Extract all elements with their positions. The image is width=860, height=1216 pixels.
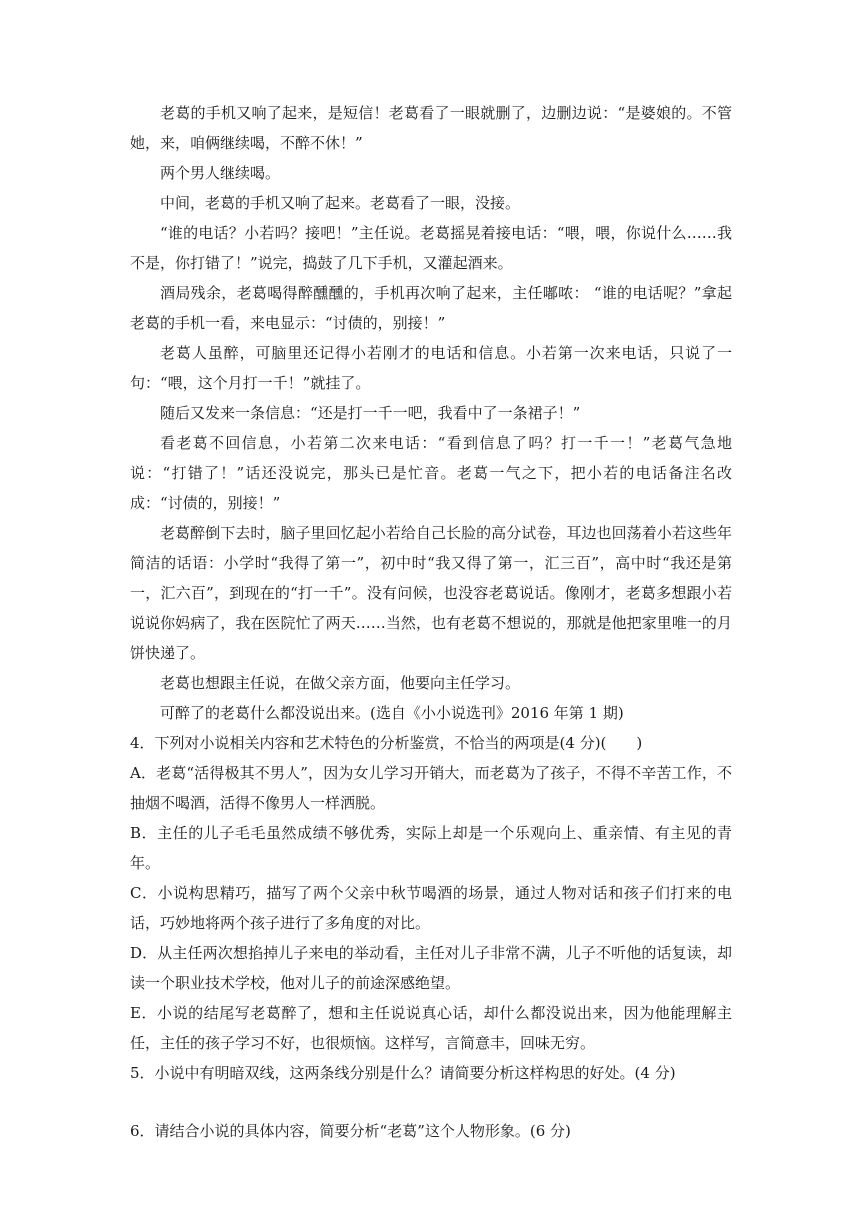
story-paragraph: 酒局残余，老葛喝得醉醺醺的，手机再次响了起来，主任嘟哝： “谁的电话呢？”拿起老葛的手机一看，来电显示：“讨债的，别接！” [130, 284, 732, 332]
story-paragraph: 老葛也想跟主任说，在做父亲方面，他要向主任学习。 [160, 674, 521, 692]
story-paragraph: 老葛的手机又响了起来，是短信！老葛看了一眼就删了，边删边说：“是婆娘的。不管她，来，咱俩继续喝，不醉不休！” [130, 104, 732, 152]
answer-space [130, 1088, 732, 1116]
question-4-option-c: C．小说构思精巧，描写了两个父亲中秋节喝酒的场景，通过人物对话和孩子们打来的电话，巧妙地将两个孩子进行了多角度的对比。 [130, 884, 732, 932]
story-paragraph: “谁的电话？小若吗？接吧！”主任说。老葛摇晃着接电话：“喂，喂，你说什么……我不是，你打错了！”说完，捣鼓了几下手机，又灌起酒来。 [130, 224, 732, 272]
question-6: 6．请结合小说的具体内容，简要分析“老葛”这个人物形象。(6 分) [130, 1122, 571, 1140]
story-paragraph: 两个男人继续喝。 [160, 164, 281, 182]
story-paragraph-source: 可醉了的老葛什么都没说出来。(选自《小小说选刊》2016 年第 1 期) [160, 704, 624, 722]
question-4-option-e: E．小说的结尾写老葛醉了，想和主任说说真心话，却什么都没说出来，因为他能理解主任，主任的孩子学习不好，也很烦恼。这样写，言简意丰，回味无穷。 [130, 1004, 732, 1052]
story-paragraph: 老葛人虽醉，可脑里还记得小若刚才的电话和信息。小若第一次来电话，只说了一句：“喂，这个月打一千！”就挂了。 [130, 344, 732, 392]
question-5: 5．小说中有明暗双线，这两条线分别是什么？请简要分析这样构思的好处。(4 分) [130, 1064, 676, 1082]
story-paragraph: 老葛醉倒下去时，脑子里回忆起小若给自己长脸的高分试卷，耳边也回荡着小若这些年简洁的话语：小学时“我得了第一”，初中时“我又得了第一，汇三百”，高中时“我还是第一，汇六百”，到现在的“打一千”。没有问候，也没容老葛说话。像刚才，老葛多想跟小若说说你妈病了，我在医院忙了两天……当然，也有老葛不想说的，那就是他把家里唯一的月饼快递了。 [130, 524, 732, 662]
story-paragraph: 中间，老葛的手机又响了起来。老葛看了一眼，没接。 [160, 194, 521, 212]
question-4-option-b: B．主任的儿子毛毛虽然成绩不够优秀，实际上却是一个乐观向上、重亲情、有主见的青年。 [130, 824, 732, 872]
story-paragraph: 随后又发来一条信息：“还是打一千一吧，我看中了一条裙子！” [160, 404, 581, 422]
question-4-option-d: D．从主任两次想掐掉儿子来电的举动看，主任对儿子非常不满，儿子不听他的话复读，却读一个职业技术学校，他对儿子的前途深感绝望。 [130, 944, 732, 992]
document-page [130, 98, 732, 1146]
story-paragraph: 看老葛不回信息，小若第二次来电话：“看到信息了吗？打一千一！”老葛气急地说：“打错了！”话还没说完，那头已是忙音。老葛一气之下，把小若的电话备注名改成：“讨债的，别接！” [130, 434, 732, 512]
question-4-stem: 4．下列对小说相关内容和艺术特色的分析鉴赏，不恰当的两项是(4 分)( ) [130, 734, 643, 752]
question-4-option-a: A．老葛“活得极其不男人”，因为女儿学习开销大，而老葛为了孩子，不得不辛苦工作，不抽烟不喝酒，活得不像男人一样洒脱。 [130, 764, 732, 812]
